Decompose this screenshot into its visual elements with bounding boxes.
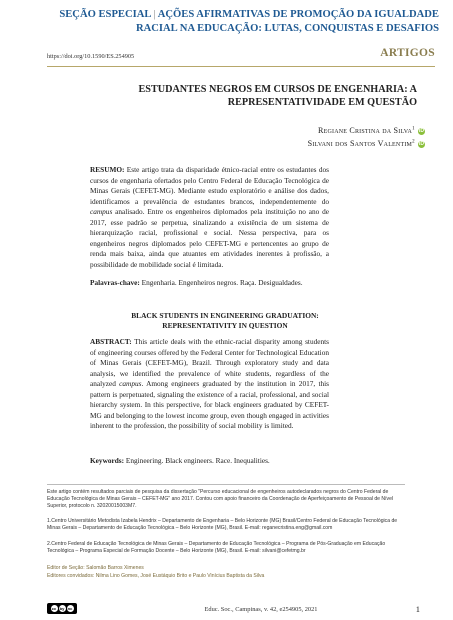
keywords-label: Keywords:	[90, 456, 125, 465]
palavras-text: Engenharia. Engenheiros negros. Raça. Desigualdades.	[139, 278, 303, 287]
guest-editors: Editores convidados: Nilma Lino Gomes, José Eustáquio Brito e Paulo Vinícius Baptista da Silva	[47, 573, 265, 579]
resumo-paragraph	[90, 165, 329, 270]
abstract-text-1: This article deals with the ethnic-racial disparity among students of engineering courses offered by the Federal Center for Technological Education of Minas Gerais (CEFET-MG), Brazil. Through exploratory study and data analysis, we identified the prevalence of white students, regardless of the analyzed	[90, 337, 329, 388]
abstract-paragraph	[90, 337, 329, 432]
footnote-rule	[47, 484, 405, 485]
cc-license-icon[interactable]	[47, 603, 77, 614]
keywords	[90, 456, 340, 465]
author-2-name: Silvani dos Santos Valentim	[307, 139, 413, 148]
palavras-chave	[90, 278, 340, 287]
title-pt-line2: REPRESENTATIVIDADE EM QUESTÃO	[227, 97, 417, 108]
title-pt-line1: ESTUDANTES NEGROS EM CURSOS DE ENGENHARIA: A	[138, 84, 417, 95]
abstract-italic: campus	[119, 379, 142, 388]
author-1	[318, 126, 425, 135]
doi-link[interactable]: https://doi.org/10.1590/ES.254905	[47, 53, 135, 60]
resumo-label: RESUMO:	[90, 165, 125, 174]
section-title-line1: AÇÕES AFIRMATIVAS DE PROMOÇÃO DA IGUALDADE	[157, 9, 439, 20]
section-editor: Editor de Seção: Salomão Barros Ximenes	[47, 565, 144, 571]
footnote-funding: Este artigo contém resultados parciais de pesquisa da dissertação "Percurso educacional de engenheiros autodeclarados negros do Centro Federal de Educação Tecnológica de Minas Gerais – CEFET-MG" ano 2017. Contou com apoio financeiro da Coordenação de Aperfeiçoamento de Pessoal de Nível Superior, protocolo n. 32020015003M7.	[47, 489, 394, 510]
category-label: ARTIGOS	[380, 47, 435, 59]
keywords-text: Engineering. Black engineers. Race. Inequalities.	[124, 456, 270, 465]
orcid-icon[interactable]: iD	[418, 140, 425, 147]
title-en-line2: REPRESENTATIVITY IN QUESTION	[162, 321, 288, 330]
section-header	[19, 8, 439, 35]
header-rule	[47, 66, 435, 67]
section-title-line2: RACIAL NA EDUCAÇÃO: LUTAS, CONQUISTAS E DESAFIOS	[135, 22, 439, 34]
footnote-affiliation-1: 1.Centro Universitário Metodista Izabela Hendrix – Departamento de Engenharia – Belo Horizonte (MG) Brasil/Centro Federal de Educação Tecnológica de Minas Gerais – Departamento de Educação Tecnológica – Belo Horizonte (MG), Brasil. E-mail: reganecristina.eng@gmail.com	[47, 518, 398, 532]
article-title-pt	[57, 83, 417, 109]
author-1-name: Regiane Cristina da Silva	[318, 126, 413, 135]
cc-icon: cc	[51, 606, 57, 611]
nc-icon: nc	[67, 606, 73, 611]
resumo-text-1: Este artigo trata da disparidade étnico-racial entre os estudantes dos cursos de engenharia ofertados pelo Centro Federal de Educação Tecnológica de Minas Gerais (CEFET-MG). Mediante estudo exploratório e análise dos dados, identificamos a prevalência de estudantes brancos, independentemente do	[90, 165, 329, 206]
author-2-affil: 2	[412, 139, 415, 145]
author-2	[308, 139, 425, 148]
page-number: 1	[415, 604, 420, 614]
article-title-en	[90, 311, 360, 331]
by-icon: by	[59, 606, 65, 611]
author-1-affil: 1	[412, 126, 415, 132]
abstract-text-2: . Among engineers graduated by the institution in 2017, this pattern is perpetuated, signaling the existence of a racial, professional, and social hierarchy system. In this perspective, for black engineers graduated by CEFET-MG and belonging to the lowest income group, even though engaged in activities inherent to the profession, the possibility of social mobility is limited.	[90, 379, 329, 430]
title-en-line1: BLACK STUDENTS IN ENGINEERING GRADUATION:	[131, 311, 319, 320]
journal-citation: Educ. Soc., Campinas, v. 42, e254905, 2021	[204, 606, 318, 613]
footnote-affiliation-2: 2.Centro Federal de Educação Tecnológica de Minas Gerais – Departamento de Educação Tecnológica – Programa de Pós-Graduação em Educação Tecnológica – Programa Especial de Formação Docente – Belo Horizonte (MG), Brasil. E-mail: silvani@cefetmg.br	[47, 541, 386, 555]
resumo-text-2: analisado. Entre os engenheiros diplomados pela instituição no ano de 2017, esse padrão se perpetua, sinalizando a existência de um sistema de hierarquização racial, profissional e social. Nessa perspectiva, para os engenheiros negros diplomados pelo CEFET-MG e pertencentes ao grupo de renda mais baixa, ainda que atuantes em atividades inerentes à profissão, a possibilidade de mobilidade social é limitada.	[90, 207, 329, 269]
section-label: SEÇÃO ESPECIAL	[59, 9, 151, 20]
section-header-line1	[19, 8, 439, 22]
resumo-italic: campus	[90, 207, 113, 216]
palavras-label: Palavras-chave:	[90, 278, 140, 287]
orcid-icon[interactable]: iD	[418, 127, 425, 134]
abstract-label: ABSTRACT:	[90, 337, 132, 346]
header-separator: |	[153, 9, 156, 20]
